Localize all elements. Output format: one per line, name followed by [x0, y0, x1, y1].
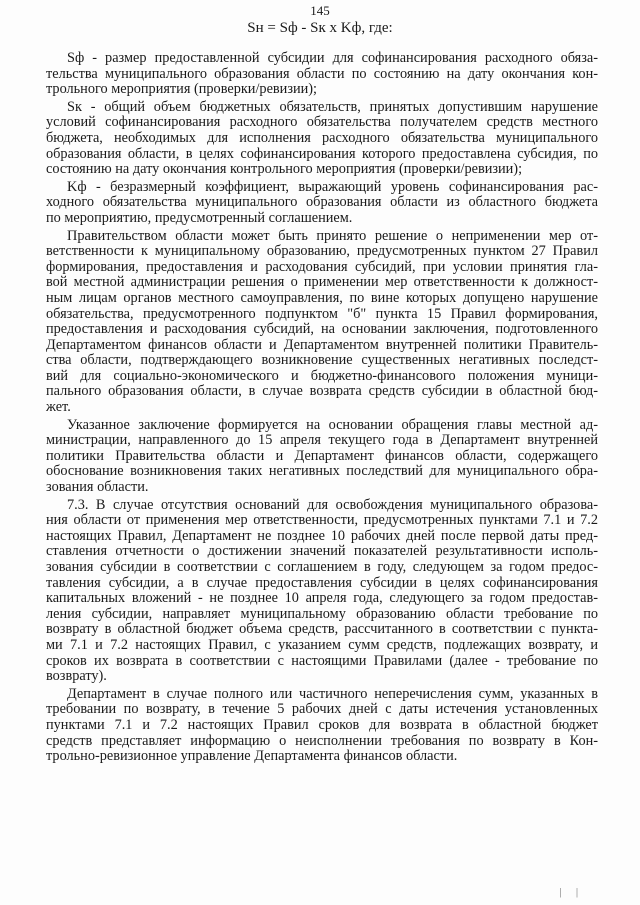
text-line: вой местной администрации решения о применении мер ответственности к должност- [46, 274, 598, 291]
paragraph [46, 418, 598, 496]
footer-mark: | | [559, 887, 584, 899]
text-line: зования области. [46, 479, 149, 496]
text-line: сроков их возврата в соответствии с настоящими Правилами (далее - требование по [46, 652, 598, 669]
text-line: трольно-ревизионное управление Департамента финансов области. [46, 748, 458, 765]
formula: Sн = Sф - Sк x Kф, где: [247, 20, 393, 36]
text-line: 7.3. В случае отсутствия оснований для освобождения муниципального образова- [67, 496, 598, 513]
text-line: трольного мероприятия (проверки/ревизии); [46, 81, 317, 98]
text-line: условий софинансирования расходного обязательства получателем средств местного [46, 114, 598, 131]
paragraph [46, 51, 598, 98]
text-line: Правительством области может быть принято решение о неприменении мер от- [67, 227, 598, 244]
text-line: Sк - общий объем бюджетных обязательств, принятых допустившим нарушение [67, 98, 598, 115]
text-line: вий для социально-экономического и бюджетно-финансового положения муници- [46, 367, 598, 384]
text-line: жет. [46, 399, 71, 416]
text-line: предоставления и расходования субсидий, на основании заключения, подготовленного [46, 321, 598, 338]
text-line: возврату в областной бюджет объема средств, рассчитанного в соответствии с пункта- [46, 621, 598, 638]
text-line: Sф - размер предоставленной субсидии для софинансирования расходного обяза- [67, 50, 598, 66]
text-line: настоящих Правил, Департамент не позднее 10 рабочих дней после первой даты пред- [46, 527, 598, 544]
text-line: пального образования области, в случае возврата средств субсидии в областной бюд- [46, 383, 598, 400]
text-line: политики Правительства области и Департамент финансов области, содержащего [46, 447, 598, 464]
text-line: министрации, направленного до 15 апреля текущего года в Департамент внутренней [46, 432, 598, 449]
paragraph [46, 100, 598, 178]
text-line: средств представляет информацию о неисполнении требования по возврату в Кон- [46, 732, 598, 749]
text-line: ным лицам органов местного самоуправления, по вине которых допущено нарушение [46, 289, 598, 306]
text-line: требовании по возврату, в течение 5 рабочих дней с даты истечения установленных [46, 701, 598, 718]
text-line: ставления отчетности о достижении значений показателей результативности исполь- [46, 543, 598, 560]
text-line: возврату). [46, 668, 107, 685]
text-line: обязательства, предусмотренного подпунктом "б" пункта 15 Правил формирования, [46, 305, 598, 322]
text-line: ветственности к муниципальному образованию, предусмотренных пунктом 27 Правил [46, 243, 598, 260]
paragraph [46, 498, 598, 685]
text-line: тавления субсидии, а в случае предоставления субсидии в целях софинансирования [46, 574, 598, 591]
text-line: капитальных вложений - не позднее 10 апреля года, следующего за годом предостав- [46, 590, 598, 607]
paragraph [46, 229, 598, 416]
text-line: образования области, в целях софинансирования которого предоставлена субсидия, по [46, 145, 598, 162]
text-line: ми 7.1 и 7.2 настоящих Правил, с указанием сумм средств, подлежащих возврату, и [46, 636, 598, 653]
text-line: ства области, подтверждающего возникновение существенных негативных последст- [46, 352, 598, 369]
text-line: ния области от применения мер ответственности, предусмотренных пунктами 7.1 и 7.2 [46, 512, 598, 529]
text-line: Указанное заключение формируется на основании обращения главы местной ад- [67, 416, 598, 433]
text-line: состоянию на дату окончания контрольного мероприятия (проверки/ревизии); [46, 161, 523, 178]
paragraph [46, 687, 598, 765]
text-line: Департамент в случае полного или частичного неперечисления сумм, указанных в [67, 685, 598, 702]
text-line: тельства муниципального образования области по состоянию на дату окончания кон- [46, 65, 598, 82]
text-line: зования субсидии в соответствии с соглашением в году, следующем за годом предос- [46, 559, 598, 575]
paragraph [46, 180, 598, 227]
text-line: формирования, предоставления и расходования субсидий, при условии принятия гла- [46, 258, 598, 275]
text-line: Kф - безразмерный коэффициент, выражающий уровень софинансирования рас- [67, 178, 598, 195]
text-line: обоснование возникновения таких негативных последствий для муниципального обра- [46, 463, 598, 480]
text-line: по мероприятию, предусмотренный соглашением. [46, 209, 353, 226]
page-number: 145 [310, 3, 330, 18]
document-body [46, 51, 598, 767]
text-line: бюджета, необходимых для исполнения расходного обязательства муниципального [46, 129, 598, 146]
text-line: ходного обязательства муниципального образования области из областного бюджета [46, 194, 598, 211]
text-line: ления субсидии, направляет муниципальному образованию области требование по [46, 605, 598, 622]
text-line: Департаментом финансов области и Департаментом внутренней политики Правитель- [46, 336, 598, 353]
text-line: пунктами 7.1 и 7.2 настоящих Правил сроков для возврата в областной бюджет [46, 716, 598, 733]
